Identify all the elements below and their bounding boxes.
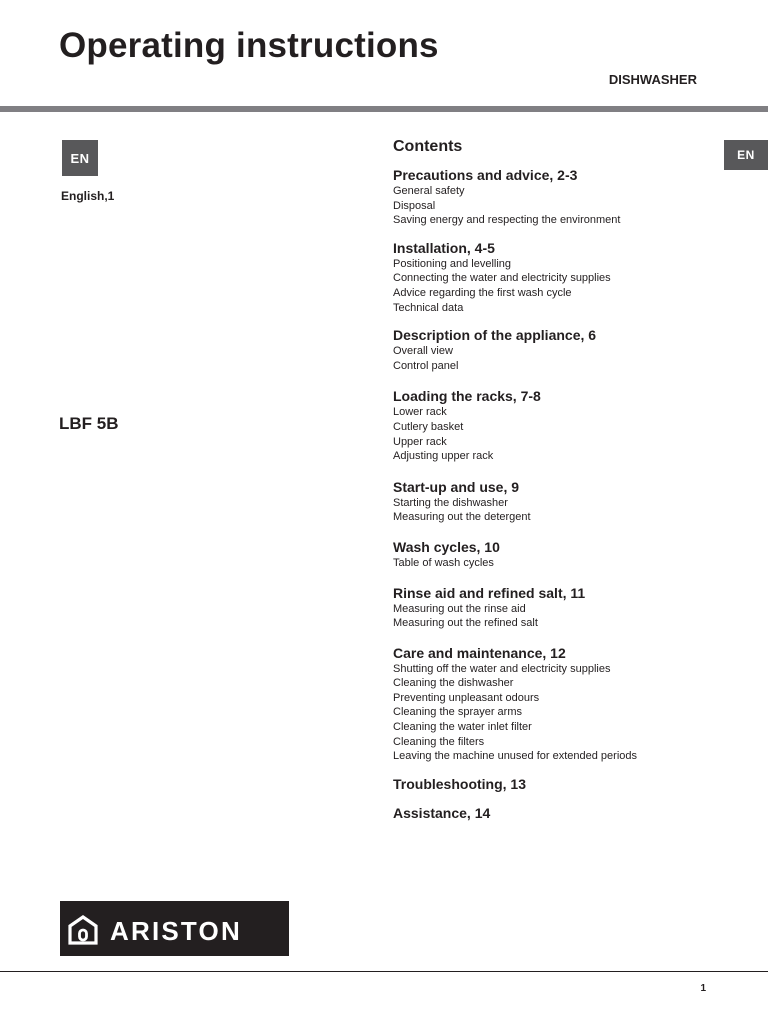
toc-section-precautions	[393, 167, 765, 228]
toc-subsection-list	[393, 602, 765, 631]
toc-section-title[interactable]: Precautions and advice, 2-3	[393, 167, 578, 183]
toc-item[interactable]: Adjusting upper rack	[393, 450, 494, 463]
toc-section-installation	[393, 240, 765, 315]
language-index[interactable]: English,1	[61, 189, 115, 203]
toc-subsection-list	[393, 556, 765, 571]
toc-item[interactable]: Lower rack	[393, 406, 447, 419]
toc-item[interactable]: Measuring out the refined salt	[393, 617, 538, 630]
toc-section-assistance	[393, 805, 765, 822]
toc-section-wash-cycles	[393, 539, 765, 571]
toc-item[interactable]: Overall view	[393, 345, 453, 358]
language-badge-right: EN	[724, 140, 768, 170]
toc-item[interactable]: Cleaning the sprayer arms	[393, 706, 523, 719]
toc-item[interactable]: Upper rack	[393, 435, 447, 448]
toc-subsection-list	[393, 405, 765, 463]
toc-section-loading-racks	[393, 388, 765, 463]
toc-item[interactable]: Measuring out the rinse aid	[393, 602, 526, 615]
toc-section-title[interactable]: Installation, 4-5	[393, 239, 495, 256]
brand-name: ARISTON	[110, 915, 242, 946]
toc-section-title[interactable]: Start-up and use, 9	[393, 478, 520, 495]
toc-subsection-list	[393, 184, 765, 228]
toc-section-description	[393, 327, 765, 373]
toc-section-title[interactable]: Description of the appliance, 6	[393, 327, 597, 344]
toc-section-title[interactable]: Rinse aid and refined salt, 11	[393, 584, 586, 601]
language-badge-left[interactable]: EN	[62, 140, 98, 176]
toc-section-troubleshooting	[393, 776, 765, 793]
toc-item[interactable]: Cleaning the dishwasher	[393, 677, 514, 690]
toc-item[interactable]: Cutlery basket	[393, 420, 464, 433]
toc-item[interactable]: Control panel	[393, 359, 459, 372]
toc-item[interactable]: Technical data	[393, 301, 464, 314]
toc-section-title[interactable]: Wash cycles, 10	[393, 538, 500, 555]
house-logo-icon	[68, 915, 98, 945]
toc-item[interactable]: Saving energy and respecting the environment	[393, 214, 621, 227]
toc-item[interactable]: Shutting off the water and electricity supplies	[393, 662, 611, 675]
brand-logo	[60, 901, 289, 956]
toc-section-title[interactable]: Troubleshooting, 13	[393, 775, 527, 792]
toc-section-care-maintenance	[393, 645, 765, 764]
toc-section-rinse-aid	[393, 585, 765, 631]
toc-section-title[interactable]: Loading the racks, 7-8	[393, 388, 541, 405]
page-title: Operating instructions	[59, 26, 439, 65]
toc-item[interactable]: Preventing unpleasant odours	[393, 691, 540, 704]
toc-item[interactable]: Disposal	[393, 199, 436, 212]
toc-section-start-up	[393, 479, 765, 525]
toc-subsection-list	[393, 496, 765, 525]
toc-item[interactable]: Starting the dishwasher	[393, 496, 508, 509]
page-number: 1	[700, 983, 706, 994]
toc-item[interactable]: Table of wash cycles	[393, 556, 494, 569]
toc-section-title[interactable]: Care and maintenance, 12	[393, 644, 566, 661]
table-of-contents	[393, 137, 765, 834]
toc-item[interactable]: General safety	[393, 185, 465, 197]
toc-item[interactable]: Connecting the water and electricity supplies	[393, 272, 611, 285]
toc-item[interactable]: Positioning and levelling	[393, 257, 512, 270]
toc-item[interactable]: Measuring out the detergent	[393, 511, 531, 524]
toc-subsection-list	[393, 662, 765, 764]
toc-subsection-list	[393, 257, 765, 315]
toc-item[interactable]: Cleaning the filters	[393, 735, 485, 748]
footer-divider	[0, 971, 768, 972]
toc-item[interactable]: Leaving the machine unused for extended periods	[393, 750, 638, 763]
model-name: LBF 5B	[59, 414, 119, 433]
toc-section-title[interactable]: Assistance, 14	[393, 804, 491, 821]
header-divider	[0, 106, 768, 112]
contents-heading: Contents	[393, 138, 463, 155]
toc-item[interactable]: Cleaning the water inlet filter	[393, 721, 532, 734]
document-subtitle: DISHWASHER	[608, 72, 697, 87]
toc-subsection-list	[393, 344, 765, 373]
toc-item[interactable]: Advice regarding the first wash cycle	[393, 286, 572, 299]
